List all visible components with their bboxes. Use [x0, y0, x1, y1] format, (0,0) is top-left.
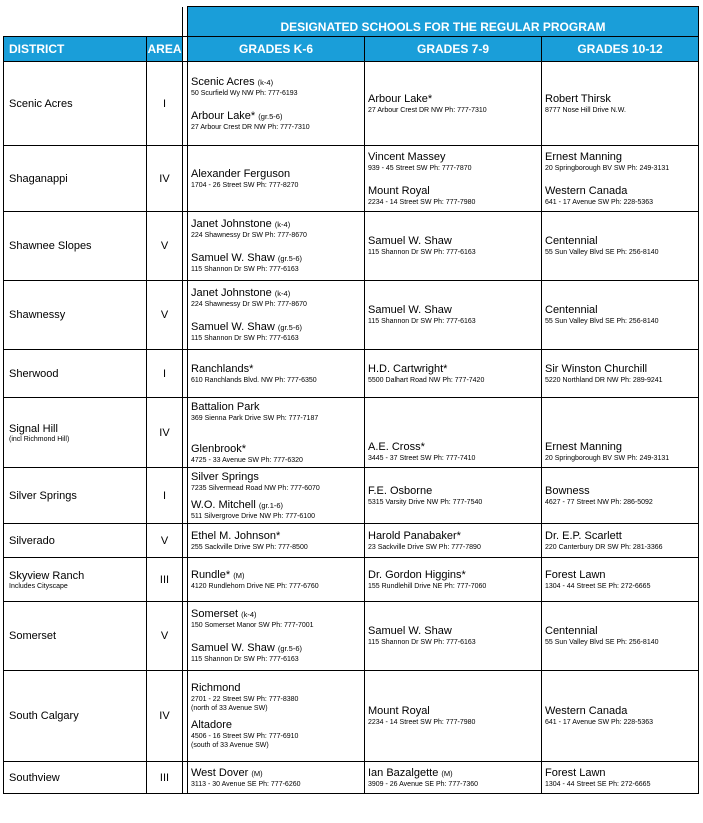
grade-note: (k-4) [274, 220, 291, 229]
school-entry [191, 608, 364, 630]
school-entry [368, 485, 541, 507]
district-name: Southview [9, 771, 60, 784]
school-name-text: Janet Johnstone [191, 287, 272, 299]
grade-note: (gr.5-6) [277, 644, 303, 653]
school-name-text: Glenbrook* [191, 442, 247, 455]
district-name: Silver Springs [9, 489, 77, 502]
school-name [191, 363, 364, 376]
school-name-text: Arbour Lake* [368, 92, 433, 105]
grades-k6-cell [188, 146, 365, 212]
school-entry [191, 168, 364, 190]
school-name [368, 235, 541, 248]
district-cell [4, 281, 147, 350]
grades-7-9-cell [365, 468, 542, 524]
school-name-text: Richmond [191, 682, 241, 694]
district-cell [4, 212, 147, 281]
school-name-text: Ian Bazalgette [368, 766, 439, 779]
school-name-text: Sir Winston Churchill [545, 362, 648, 375]
school-address: 20 Springborough BV SW Ph: 249-3131 [545, 455, 670, 462]
school-name [191, 608, 364, 621]
school-entry [191, 76, 364, 98]
school-entry [191, 569, 364, 591]
grades-10-12-cell [542, 558, 699, 602]
grades-k6-cell [188, 468, 365, 524]
district-name: Shawnessy [9, 309, 66, 321]
school-name-text: Western Canada [545, 705, 628, 717]
grades-k6-cell [188, 350, 365, 398]
school-name-text: Harold Panabaker* [368, 529, 461, 542]
school-address: 255 Sackville Drive SW Ph: 777-8500 [191, 543, 308, 551]
school-name-text: Samuel W. Shaw [368, 235, 452, 247]
school-name [545, 705, 698, 718]
school-name-text: Samuel W. Shaw [368, 304, 452, 316]
district-name: Signal Hill [9, 422, 58, 435]
school-name-text: Samuel W. Shaw [191, 321, 275, 333]
school-address: 155 Rundlehill Drive NE Ph: 777-7060 [368, 582, 487, 590]
table-row [4, 281, 699, 350]
school-address: 115 Shannon Dr SW Ph: 777-6163 [191, 656, 299, 663]
school-name-text: Centennial [545, 625, 598, 637]
school-address: 8777 Nose Hill Drive N.W. [545, 106, 626, 114]
school-entry [191, 218, 364, 240]
school-entry [545, 569, 698, 591]
school-address: 115 Shannon Dr SW Ph: 777-6163 [368, 318, 476, 325]
school-entry [368, 304, 541, 326]
school-name [545, 363, 698, 376]
school-name [368, 151, 541, 164]
school-entry [191, 321, 364, 343]
area-cell: V [147, 602, 183, 671]
school-entry [545, 235, 698, 257]
grades-k6-cell [188, 558, 365, 602]
grades-7-9-cell [365, 398, 542, 468]
school-address: 5315 Varsity Drive NW Ph: 777-7540 [368, 498, 483, 506]
grades-10-12-cell [542, 62, 699, 146]
grades-k6-column-header: GRADES K-6 [188, 37, 365, 62]
area-column-header: AREA [147, 37, 183, 62]
school-name [545, 569, 698, 582]
school-name-text: Ernest Manning [545, 150, 623, 163]
school-name [368, 625, 541, 638]
table-row [4, 212, 699, 281]
grades-10-12-cell [542, 398, 699, 468]
school-entry [191, 363, 364, 385]
grade-note: (k-4) [241, 610, 257, 619]
school-address: 50 Scurfield Wy NW Ph: 777-6193 [191, 89, 298, 97]
school-entry [368, 151, 541, 173]
school-entry [545, 530, 698, 552]
school-name-text: Mount Royal [368, 184, 430, 197]
school-entry [191, 110, 364, 132]
grades-7-9-cell [365, 558, 542, 602]
grade-note: (M) [233, 570, 245, 580]
school-name-text: Rundle* [191, 568, 231, 581]
grades-7-9-cell [365, 524, 542, 558]
school-name-text: A.E. Cross* [368, 441, 425, 453]
school-address-note: (north of 33 Avenue SW) [191, 705, 268, 712]
school-name-text: Vincent Massey [368, 150, 446, 163]
district-cell [4, 671, 147, 762]
school-name-text: Dr. E.P. Scarlett [545, 529, 622, 542]
school-name [191, 682, 364, 695]
school-name [368, 767, 541, 780]
grade-note: (gr.5-6) [258, 111, 283, 121]
school-name-text: Arbour Lake* [191, 109, 256, 122]
district-name: Shawnee Slopes [9, 240, 92, 252]
school-name [545, 625, 698, 638]
school-name-text: Forest Lawn [545, 568, 606, 581]
school-address: 1304 - 44 Street SE Ph: 272-6665 [545, 582, 651, 590]
table-row [4, 398, 699, 468]
district-cell [4, 558, 147, 602]
school-name [545, 235, 698, 248]
school-address: 4627 - 77 Street NW Ph: 286-5092 [545, 498, 653, 506]
school-name [191, 767, 364, 780]
district-cell [4, 762, 147, 794]
school-address: 5220 Northland DR NW Ph: 289-9241 [545, 376, 663, 384]
district-name: Shaganappi [9, 172, 68, 185]
grades-10-12-cell [542, 524, 699, 558]
school-entry [368, 363, 541, 385]
district-name: Silverado [9, 534, 55, 547]
grades-7-9-column-header: GRADES 7-9 [365, 37, 542, 62]
area-cell: I [147, 350, 183, 398]
school-entry [545, 93, 698, 115]
school-address: 220 Canterbury DR SW Ph: 281-3366 [545, 543, 663, 551]
school-name [191, 287, 364, 300]
grades-7-9-cell [365, 602, 542, 671]
school-name [191, 321, 364, 334]
school-name-text: F.E. Osborne [368, 484, 433, 497]
school-name [368, 93, 541, 106]
school-name-text: Ernest Manning [545, 441, 623, 453]
district-cell [4, 146, 147, 212]
grade-note: (M) [441, 768, 453, 778]
school-address: 20 Springborough BV SW Ph: 249-3131 [545, 164, 670, 172]
school-address: 641 - 17 Avenue SW Ph: 228-5363 [545, 719, 654, 726]
school-name-text: Samuel W. Shaw [191, 642, 275, 654]
grades-7-9-cell [365, 212, 542, 281]
school-name-text: Mount Royal [368, 705, 430, 717]
school-name [368, 185, 541, 198]
school-entry [545, 151, 698, 173]
school-name-text: Bowness [545, 484, 590, 497]
school-name-text: Ranchlands* [191, 362, 254, 375]
school-address: 115 Shannon Dr SW Ph: 777-6163 [368, 249, 476, 256]
district-subnote: (incl Richmond Hill) [9, 435, 70, 443]
area-cell: III [147, 762, 183, 794]
grades-10-12-cell [542, 146, 699, 212]
district-cell [4, 524, 147, 558]
school-entry [545, 767, 698, 789]
school-address: 5500 Dalhart Road NW Ph: 777-7420 [368, 376, 485, 384]
school-address: 150 Somerset Manor SW Ph: 777-7001 [191, 622, 314, 629]
school-name [191, 252, 364, 265]
school-name [545, 93, 698, 106]
school-name [191, 719, 364, 732]
school-entry [545, 625, 698, 647]
school-address: 2234 - 14 Street SW Ph: 777-7980 [368, 198, 476, 206]
area-cell: III [147, 558, 183, 602]
school-name-text: Alexander Ferguson [191, 167, 291, 180]
school-entry [545, 485, 698, 507]
school-entry [191, 287, 364, 309]
school-name-text: Western Canada [545, 184, 628, 197]
school-address: 115 Shannon Dr SW Ph: 777-6163 [368, 639, 476, 646]
grades-10-12-cell [542, 762, 699, 794]
grades-10-12-cell [542, 212, 699, 281]
school-entry [368, 235, 541, 257]
grade-note: (M) [251, 768, 263, 778]
table-row [4, 762, 699, 794]
table-row [4, 468, 699, 524]
school-entry [368, 93, 541, 115]
district-subnote: Includes Cityscape [9, 582, 68, 590]
district-name: Sherwood [9, 367, 59, 380]
school-entry [191, 767, 364, 789]
grades-k6-cell [188, 212, 365, 281]
grade-note: (gr.5-6) [277, 323, 303, 332]
school-address: 3445 - 37 Street SW Ph: 777-7410 [368, 455, 476, 462]
district-column-header: DISTRICT [4, 37, 147, 62]
school-name-text: H.D. Cartwright* [368, 362, 448, 375]
school-address: 3909 - 26 Avenue SE Ph: 777-7360 [368, 780, 479, 788]
school-name [191, 443, 364, 456]
school-name-text: Centennial [545, 235, 598, 247]
school-entry [368, 185, 541, 207]
school-name [368, 441, 541, 454]
school-entry [191, 471, 364, 493]
school-name [368, 569, 541, 582]
school-name-text: Scenic Acres [191, 75, 255, 88]
school-entry [545, 185, 698, 207]
school-address: 55 Sun Valley Blvd SE Ph: 256-8140 [545, 318, 659, 325]
school-name [545, 151, 698, 164]
school-address: 55 Sun Valley Blvd SE Ph: 256-8140 [545, 639, 659, 646]
school-name [368, 485, 541, 498]
area-cell: I [147, 62, 183, 146]
grades-10-12-cell [542, 602, 699, 671]
school-address: 115 Shannon Dr SW Ph: 777-6163 [191, 335, 299, 342]
school-name [545, 530, 698, 543]
school-address: 23 Sackville Drive SW Ph: 777-7890 [368, 543, 481, 551]
school-entry [368, 705, 541, 727]
district-cell [4, 602, 147, 671]
school-name-text: Forest Lawn [545, 766, 606, 779]
school-name-text: Samuel W. Shaw [191, 252, 275, 264]
school-entry [191, 252, 364, 274]
school-address: 55 Sun Valley Blvd SE Ph: 256-8140 [545, 249, 659, 256]
school-name-text: Silver Springs [191, 470, 259, 483]
grades-7-9-cell [365, 62, 542, 146]
grades-k6-cell [188, 398, 365, 468]
table-row [4, 671, 699, 762]
school-address: 641 - 17 Avenue SW Ph: 228-5363 [545, 198, 654, 206]
school-entry [545, 441, 698, 463]
school-address: 3113 - 30 Avenue SE Ph: 777-6260 [191, 780, 301, 788]
school-entry [191, 499, 364, 521]
grades-7-9-cell [365, 762, 542, 794]
area-cell: V [147, 281, 183, 350]
school-address: 1704 - 26 Street SW Ph: 777-8270 [191, 181, 299, 189]
school-entry [191, 642, 364, 664]
school-address: 115 Shannon Dr SW Ph: 777-6163 [191, 266, 299, 273]
grades-7-9-cell [365, 281, 542, 350]
grades-10-12-cell [542, 281, 699, 350]
grades-k6-cell [188, 602, 365, 671]
school-name [545, 441, 698, 454]
table-row [4, 524, 699, 558]
district-name: Scenic Acres [9, 97, 73, 110]
school-address: 4506 - 16 Street SW Ph: 777-6910 [191, 733, 299, 740]
school-name-text: Centennial [545, 304, 598, 316]
school-name [368, 363, 541, 376]
school-name [191, 471, 364, 484]
grades-7-9-cell [365, 350, 542, 398]
district-cell [4, 398, 147, 468]
school-address: 2701 - 22 Street SW Ph: 777-8380 [191, 696, 299, 703]
school-name [191, 642, 364, 655]
table-row [4, 146, 699, 212]
school-entry [191, 682, 364, 713]
area-cell: IV [147, 146, 183, 212]
school-name-text: Ethel M. Johnson* [191, 529, 281, 542]
school-address: 27 Arbour Crest DR NW Ph: 777-7310 [191, 123, 310, 131]
grades-k6-cell [188, 524, 365, 558]
school-entry [191, 443, 364, 465]
grades-10-12-cell [542, 350, 699, 398]
school-name [368, 530, 541, 543]
grades-10-12-cell [542, 671, 699, 762]
table-row [4, 62, 699, 146]
school-name-text: Altadore [191, 719, 232, 731]
school-name-text: Samuel W. Shaw [368, 625, 452, 637]
table-title: DESIGNATED SCHOOLS FOR THE REGULAR PROGRAM [188, 7, 699, 37]
grades-k6-cell [188, 281, 365, 350]
school-entry [545, 363, 698, 385]
school-address: 224 Shawnessy Dr SW Ph: 777-8670 [191, 232, 307, 239]
school-name [191, 110, 364, 123]
district-cell [4, 62, 147, 146]
district-name: South Calgary [9, 710, 79, 722]
grades-k6-cell [188, 671, 365, 762]
school-name [545, 185, 698, 198]
school-name [191, 569, 364, 582]
school-name-text: Battalion Park [191, 400, 260, 413]
grade-note: (gr.5-6) [277, 254, 303, 263]
school-name-text: Somerset [191, 608, 239, 620]
grades-k6-cell [188, 62, 365, 146]
school-address: 224 Shawnessy Dr SW Ph: 777-8670 [191, 301, 307, 308]
school-entry [368, 767, 541, 789]
school-name-text: Janet Johnstone [191, 218, 272, 230]
grades-10-12-cell [542, 468, 699, 524]
school-entry [191, 530, 364, 552]
grade-note: (k-4) [257, 77, 274, 87]
district-name: Somerset [9, 630, 57, 642]
school-entry [191, 401, 364, 423]
district-cell [4, 350, 147, 398]
school-name-text: W.O. Mitchell [191, 498, 256, 511]
school-address: 4725 - 33 Avenue SW Ph: 777-6320 [191, 456, 303, 464]
school-name [545, 485, 698, 498]
school-entry [545, 304, 698, 326]
school-entry [368, 441, 541, 463]
school-entry [545, 705, 698, 727]
area-cell: V [147, 212, 183, 281]
table-row [4, 602, 699, 671]
school-name-text: Robert Thirsk [545, 92, 611, 105]
school-address-note: (south of 33 Avenue SW) [191, 742, 269, 749]
school-name [368, 705, 541, 718]
designated-schools-table [3, 6, 699, 794]
school-name [545, 767, 698, 780]
school-name-text: West Dover [191, 766, 249, 779]
table-row [4, 558, 699, 602]
school-name [191, 218, 364, 231]
school-name [191, 168, 364, 181]
school-name [368, 304, 541, 317]
area-cell: IV [147, 398, 183, 468]
school-name [545, 304, 698, 317]
school-address: 939 - 45 Street SW Ph: 777-7870 [368, 164, 472, 172]
grade-note: (gr.1-6) [258, 500, 284, 510]
school-entry [191, 719, 364, 750]
grade-note: (k-4) [274, 289, 291, 298]
school-address: 369 Sienna Park Drive SW Ph: 777-7187 [191, 414, 319, 422]
area-cell: I [147, 468, 183, 524]
school-address: 4120 Rundlehorn Drive NE Ph: 777-6760 [191, 582, 319, 590]
school-address: 2234 - 14 Street SW Ph: 777-7980 [368, 719, 476, 726]
school-entry [368, 530, 541, 552]
grades-10-12-column-header: GRADES 10-12 [542, 37, 699, 62]
grades-k6-cell [188, 762, 365, 794]
school-name [191, 530, 364, 543]
school-address: 7235 Silvermead Road NW Ph: 777-6070 [191, 484, 320, 492]
district-name: Skyview Ranch [9, 569, 85, 582]
school-entry [368, 625, 541, 647]
area-cell: V [147, 524, 183, 558]
school-name-text: Dr. Gordon Higgins* [368, 568, 466, 581]
school-address: 610 Ranchlands Blvd. NW Ph: 777-6350 [191, 376, 317, 384]
grades-7-9-cell [365, 146, 542, 212]
table-row [4, 350, 699, 398]
school-address: 1304 - 44 Street SE Ph: 272-6665 [545, 780, 651, 788]
school-name [191, 401, 364, 414]
school-address: 511 Silvergrove Drive NW Ph: 777-6100 [191, 512, 315, 520]
school-address: 27 Arbour Crest DR NW Ph: 777-7310 [368, 106, 487, 114]
school-name [191, 76, 364, 89]
school-name [191, 499, 364, 512]
grades-7-9-cell [365, 671, 542, 762]
district-cell [4, 468, 147, 524]
area-cell: IV [147, 671, 183, 762]
school-entry [368, 569, 541, 591]
